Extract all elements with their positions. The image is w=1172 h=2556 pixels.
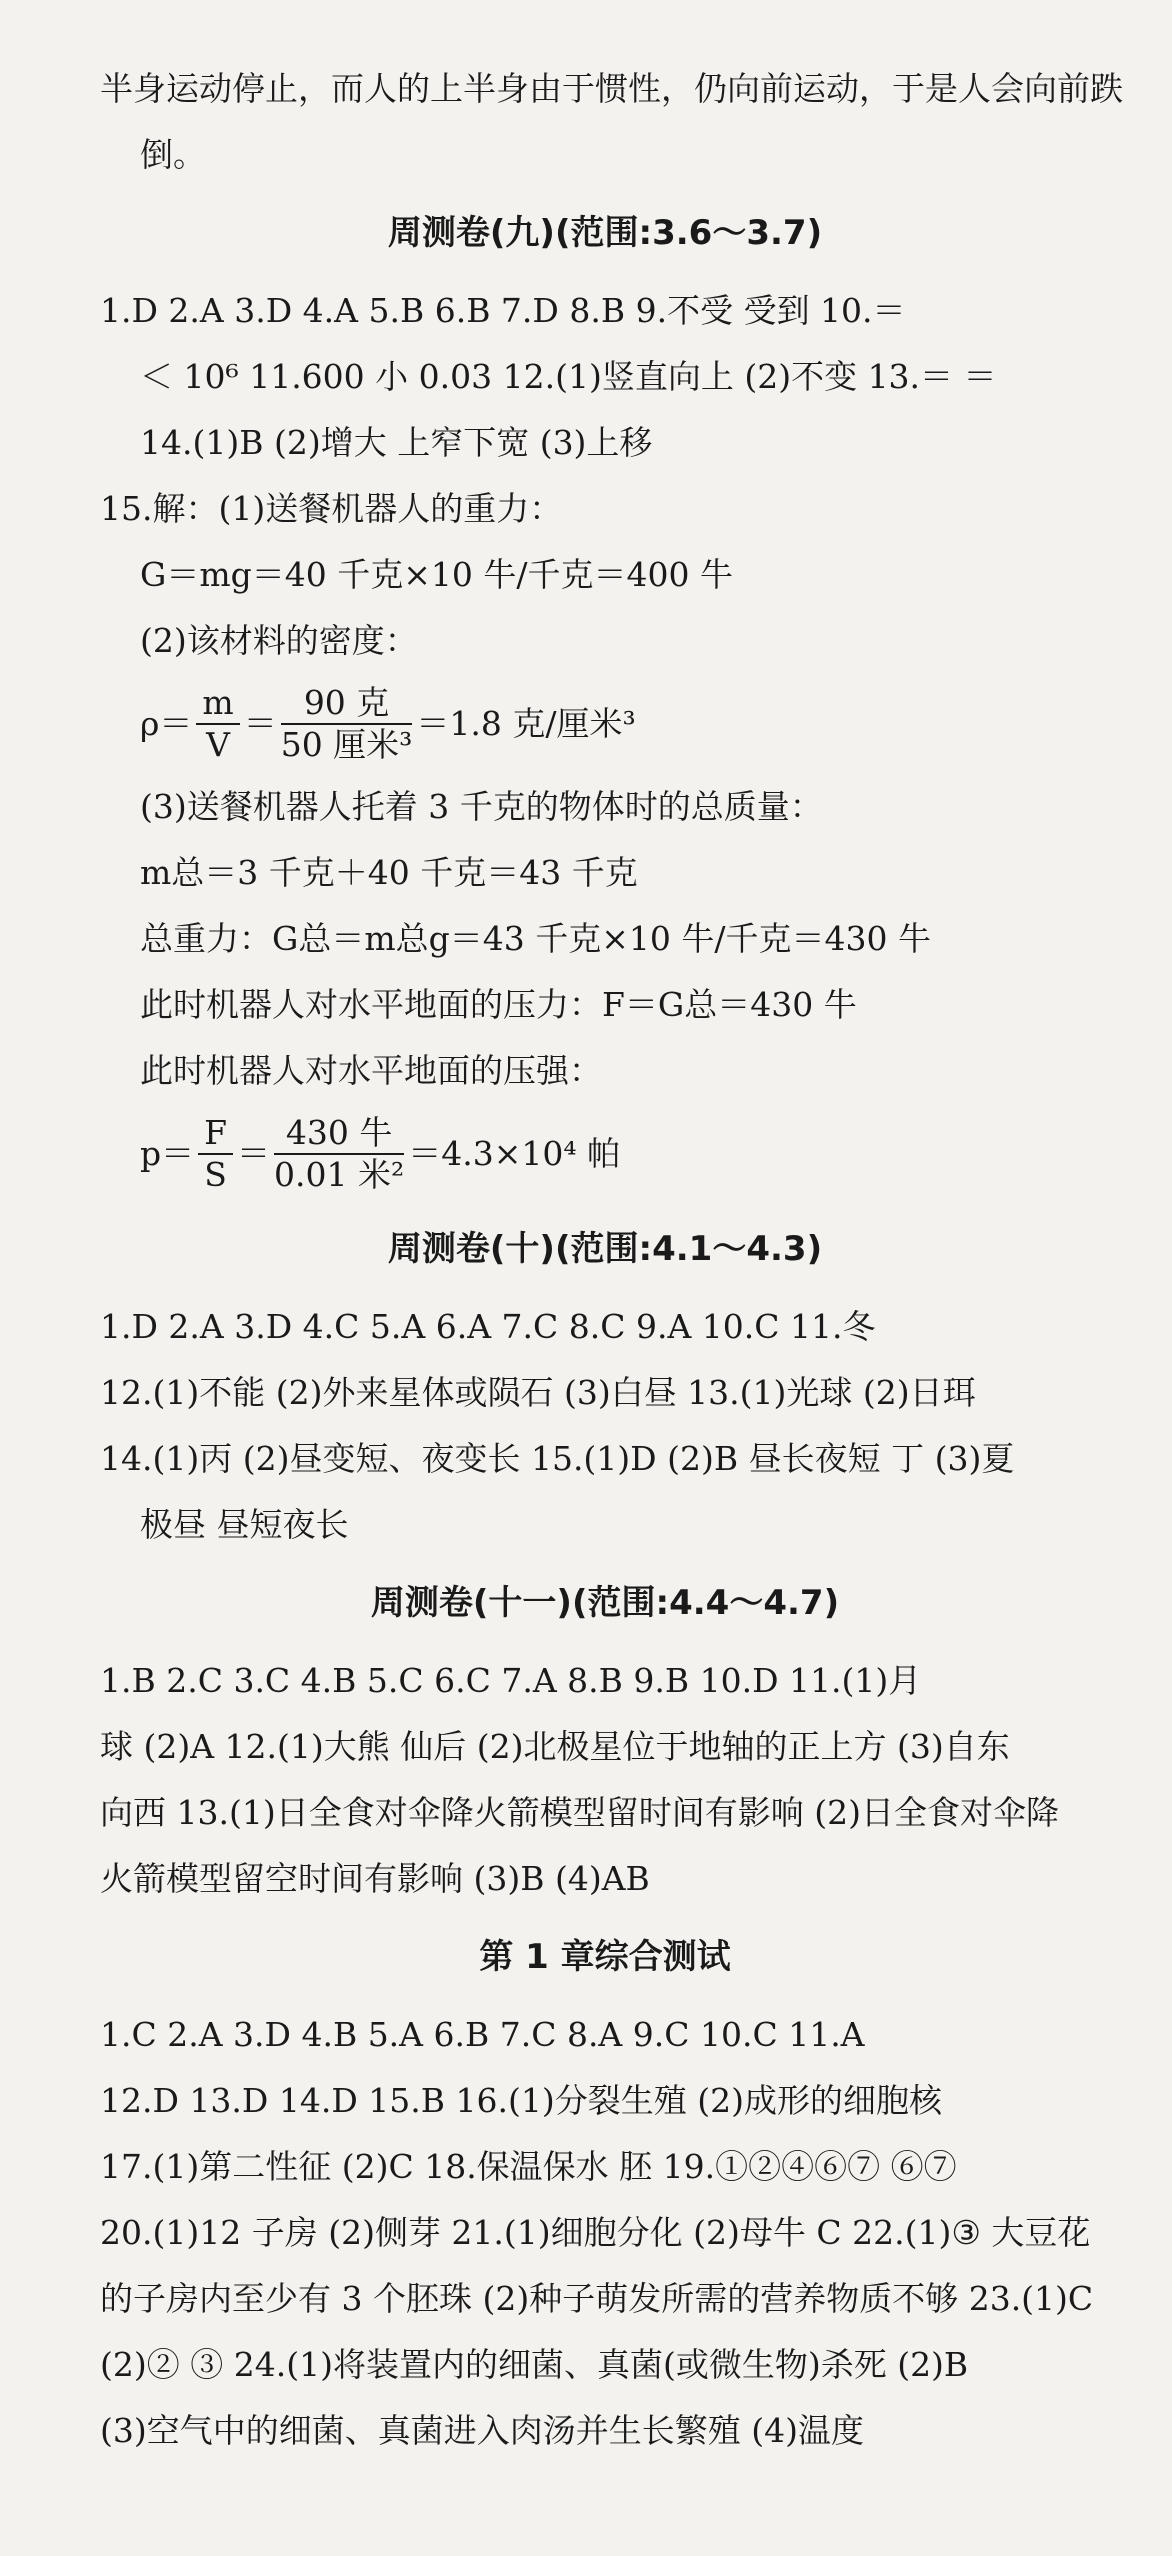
intro-line-1: 半身运动停止，而人的上半身由于惯性，仍向前运动，于是人会向前跌 [100,69,1123,108]
denominator: 50 厘米³ [280,725,413,764]
eq-lhs: p＝ [140,1134,195,1173]
eq-result: ＝1.8 克/厘米³ [416,704,636,743]
solution-line: (3)送餐机器人托着 3 千克的物体时的总质量： [140,787,823,826]
solution-line: 总重力：G总＝m总g＝43 千克×10 牛/千克＝430 牛 [140,919,931,958]
numerator: F [198,1113,233,1155]
section-heading-11: 周测卷(十一)(范围:4.4～4.7) [370,1583,840,1623]
fraction [281,683,413,765]
density-equation [100,674,1110,774]
fraction [196,683,239,765]
section-heading-9: 周测卷(九)(范围:3.6～3.7) [387,213,823,253]
denominator: V [206,725,230,764]
answer-line: 1.C 2.A 3.D 4.B 5.A 6.B 7.C 8.A 9.C 10.C 11.A [100,2015,865,2054]
denominator: 0.01 米² [274,1155,405,1194]
solution-line: G＝mg＝40 千克×10 牛/千克＝400 牛 [140,555,733,594]
pressure-equation [100,1104,1110,1204]
solution-line: 此时机器人对水平地面的压强： [140,1051,602,1090]
numerator: 90 克 [281,683,413,725]
answer-line: 12.(1)不能 (2)外来星体或陨石 (3)白昼 13.(1)光球 (2)日珥 [100,1373,976,1412]
fraction [274,1113,404,1195]
answer-line: 极昼 昼短夜长 [140,1505,349,1544]
eq-lhs: ρ＝ [140,704,193,743]
answer-line: (3)空气中的细菌、真菌进入肉汤并生长繁殖 (4)温度 [100,2411,864,2450]
answer-line: 15.解：(1)送餐机器人的重力： [100,489,563,528]
chapter-heading-1: 第 1 章综合测试 [479,1937,731,1977]
numerator: m [196,683,239,725]
answer-line: ＜ 10⁶ 11.600 小 0.03 12.(1)竖直向上 (2)不变 13.＝ ＝ [140,357,997,396]
answer-line: 火箭模型留空时间有影响 (3)B (4)AB [100,1859,650,1898]
intro-line-2: 倒。 [140,135,206,174]
answer-line: 的子房内至少有 3 个胚珠 (2)种子萌发所需的营养物质不够 23.(1)C [100,2279,1094,2318]
answer-line: 球 (2)A 12.(1)大熊 仙后 (2)北极星位于地轴的正上方 (3)自东 [100,1727,1010,1766]
section-heading-10: 周测卷(十)(范围:4.1～4.3) [387,1229,823,1269]
answer-line: (2)② ③ 24.(1)将装置内的细菌、真菌(或微生物)杀死 (2)B [100,2345,969,2384]
solution-line: (2)该材料的密度： [140,621,418,660]
answer-line: 20.(1)12 子房 (2)侧芽 21.(1)细胞分化 (2)母牛 C 22.(1)③ 大豆花 [100,2213,1091,2252]
eq-sign: ＝ [243,704,277,743]
answer-line: 1.D 2.A 3.D 4.A 5.B 6.B 7.D 8.B 9.不受 受到 10.＝ [100,291,906,330]
solution-line: m总＝3 千克＋40 千克＝43 千克 [140,853,638,892]
answer-line: 12.D 13.D 14.D 15.B 16.(1)分裂生殖 (2)成形的细胞核 [100,2081,942,2120]
answer-line: 17.(1)第二性征 (2)C 18.保温保水 胚 19.①②④⑥⑦ ⑥⑦ [100,2147,957,2186]
numerator: 430 牛 [274,1113,404,1155]
answer-line: 向西 13.(1)日全食对伞降火箭模型留时间有影响 (2)日全食对伞降 [100,1793,1059,1832]
eq-sign: ＝ [237,1134,271,1173]
eq-result: ＝4.3×10⁴ 帕 [408,1134,621,1173]
fraction [198,1113,233,1195]
answer-line: 14.(1)丙 (2)昼变短、夜变长 15.(1)D (2)B 昼长夜短 丁 (3)夏 [100,1439,1015,1478]
answer-line: 14.(1)B (2)增大 上窄下宽 (3)上移 [140,423,653,462]
answer-line: 1.D 2.A 3.D 4.C 5.A 6.A 7.C 8.C 9.A 10.C 11.冬 [100,1307,876,1346]
denominator: S [204,1155,227,1194]
answer-line: 1.B 2.C 3.C 4.B 5.C 6.C 7.A 8.B 9.B 10.D 11.(1)月 [100,1661,922,1700]
solution-line: 此时机器人对水平地面的压力：F＝G总＝430 牛 [140,985,857,1024]
